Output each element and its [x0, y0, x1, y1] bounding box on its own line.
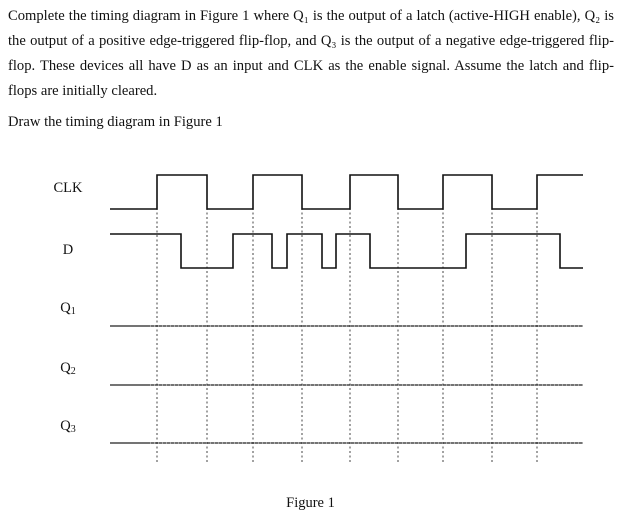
problem-text: Complete the timing diagram in Figure 1 where Q₁ is the output of a latch (active-HIGH enable), Q₂ is the output of a positive edge-triggered flip-flop, and Q₃ is the output of a negative edge-triggered flip-flop. These devices all have D as an input and CLK as the enable signal. Assume the latch and flip-flops are initially cleared. [8, 8, 614, 99]
label-q1: $Q_1$ [60, 300, 76, 317]
d-waveform [110, 234, 583, 268]
label-q3: $Q_3$ [60, 418, 76, 435]
label-clk: CLK [53, 180, 83, 196]
clk-waveform [110, 175, 583, 209]
figure-caption: Figure 1 [286, 495, 335, 511]
instruction-text: Draw the timing diagram in Figure 1 [8, 114, 223, 130]
label-d: D [62, 242, 74, 258]
label-q2: $Q_2$ [60, 360, 76, 377]
